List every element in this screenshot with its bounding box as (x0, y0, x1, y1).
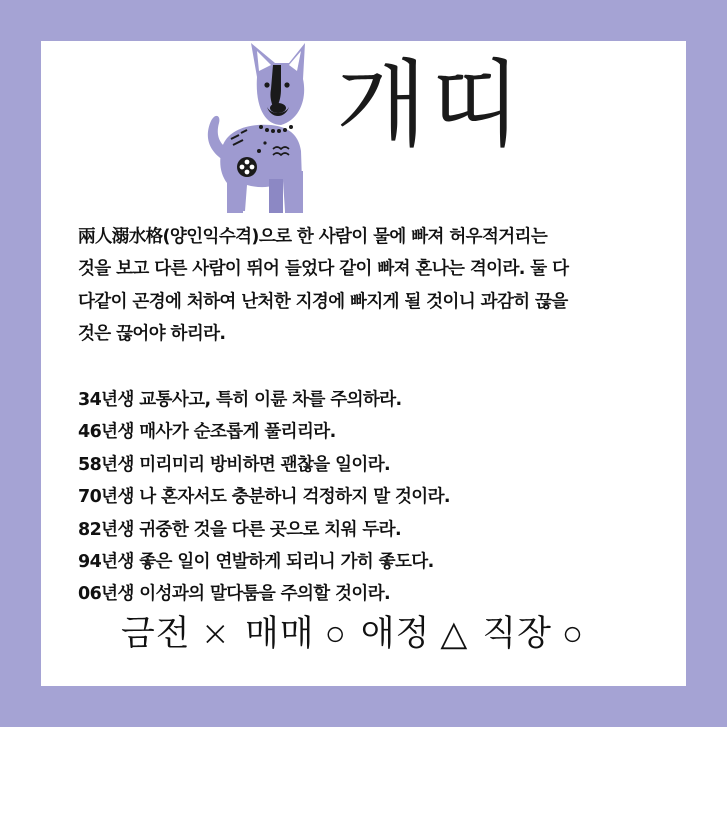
paragraph-line: 것을 보고 다른 사람이 뛰어 들었다 같이 빠져 혼나는 격이라. 둘 다 (78, 259, 569, 280)
rating-mark-trade: ○ (324, 614, 347, 654)
rating-label-work: 직장 (482, 614, 552, 654)
page-title: 개띠 (336, 51, 526, 160)
fortune-card (41, 41, 686, 686)
rating-mark-money: × (200, 614, 231, 654)
birth-year-item: 82년생 귀중한 것을 다른 곳으로 치워 두라. (78, 519, 402, 540)
birth-year-list (78, 384, 678, 611)
paragraph-line: 兩人溺水格(양인익수격)으로 한 사람이 물에 빠져 허우적거리는 (78, 227, 548, 247)
rating-label-money: 금전 (121, 614, 191, 654)
birth-year-item: 58년생 미리미리 방비하면 괜찮을 일이라. (78, 454, 391, 475)
rating-label-trade: 매매 (244, 614, 315, 654)
dog-illustration-icon (181, 41, 341, 215)
paragraph-line: 다같이 곤경에 처하여 난처한 지경에 빠지게 될 것이니 과감히 끊을 (78, 291, 568, 312)
rating-mark-work: ○ (561, 614, 585, 654)
birth-year-item: 70년생 나 혼자서도 충분하니 걱정하지 말 것이라. (78, 487, 450, 508)
fortune-paragraph (78, 221, 668, 351)
paragraph-line: 것은 끊어야 하리라. (78, 324, 226, 345)
birth-year-item: 06년생 이성과의 말다툼을 주의할 것이라. (78, 584, 391, 605)
birth-year-item: 94년생 좋은 일이 연발하게 되리니 가히 좋도다. (78, 552, 434, 573)
fortune-ratings (121, 613, 598, 655)
rating-mark-love: △ (440, 614, 469, 654)
rating-label-love: 애정 (360, 614, 431, 654)
birth-year-item: 46년생 매사가 순조롭게 풀리리라. (78, 422, 336, 443)
birth-year-item: 34년생 교통사고, 특히 이륜 차를 주의하라. (78, 390, 402, 410)
